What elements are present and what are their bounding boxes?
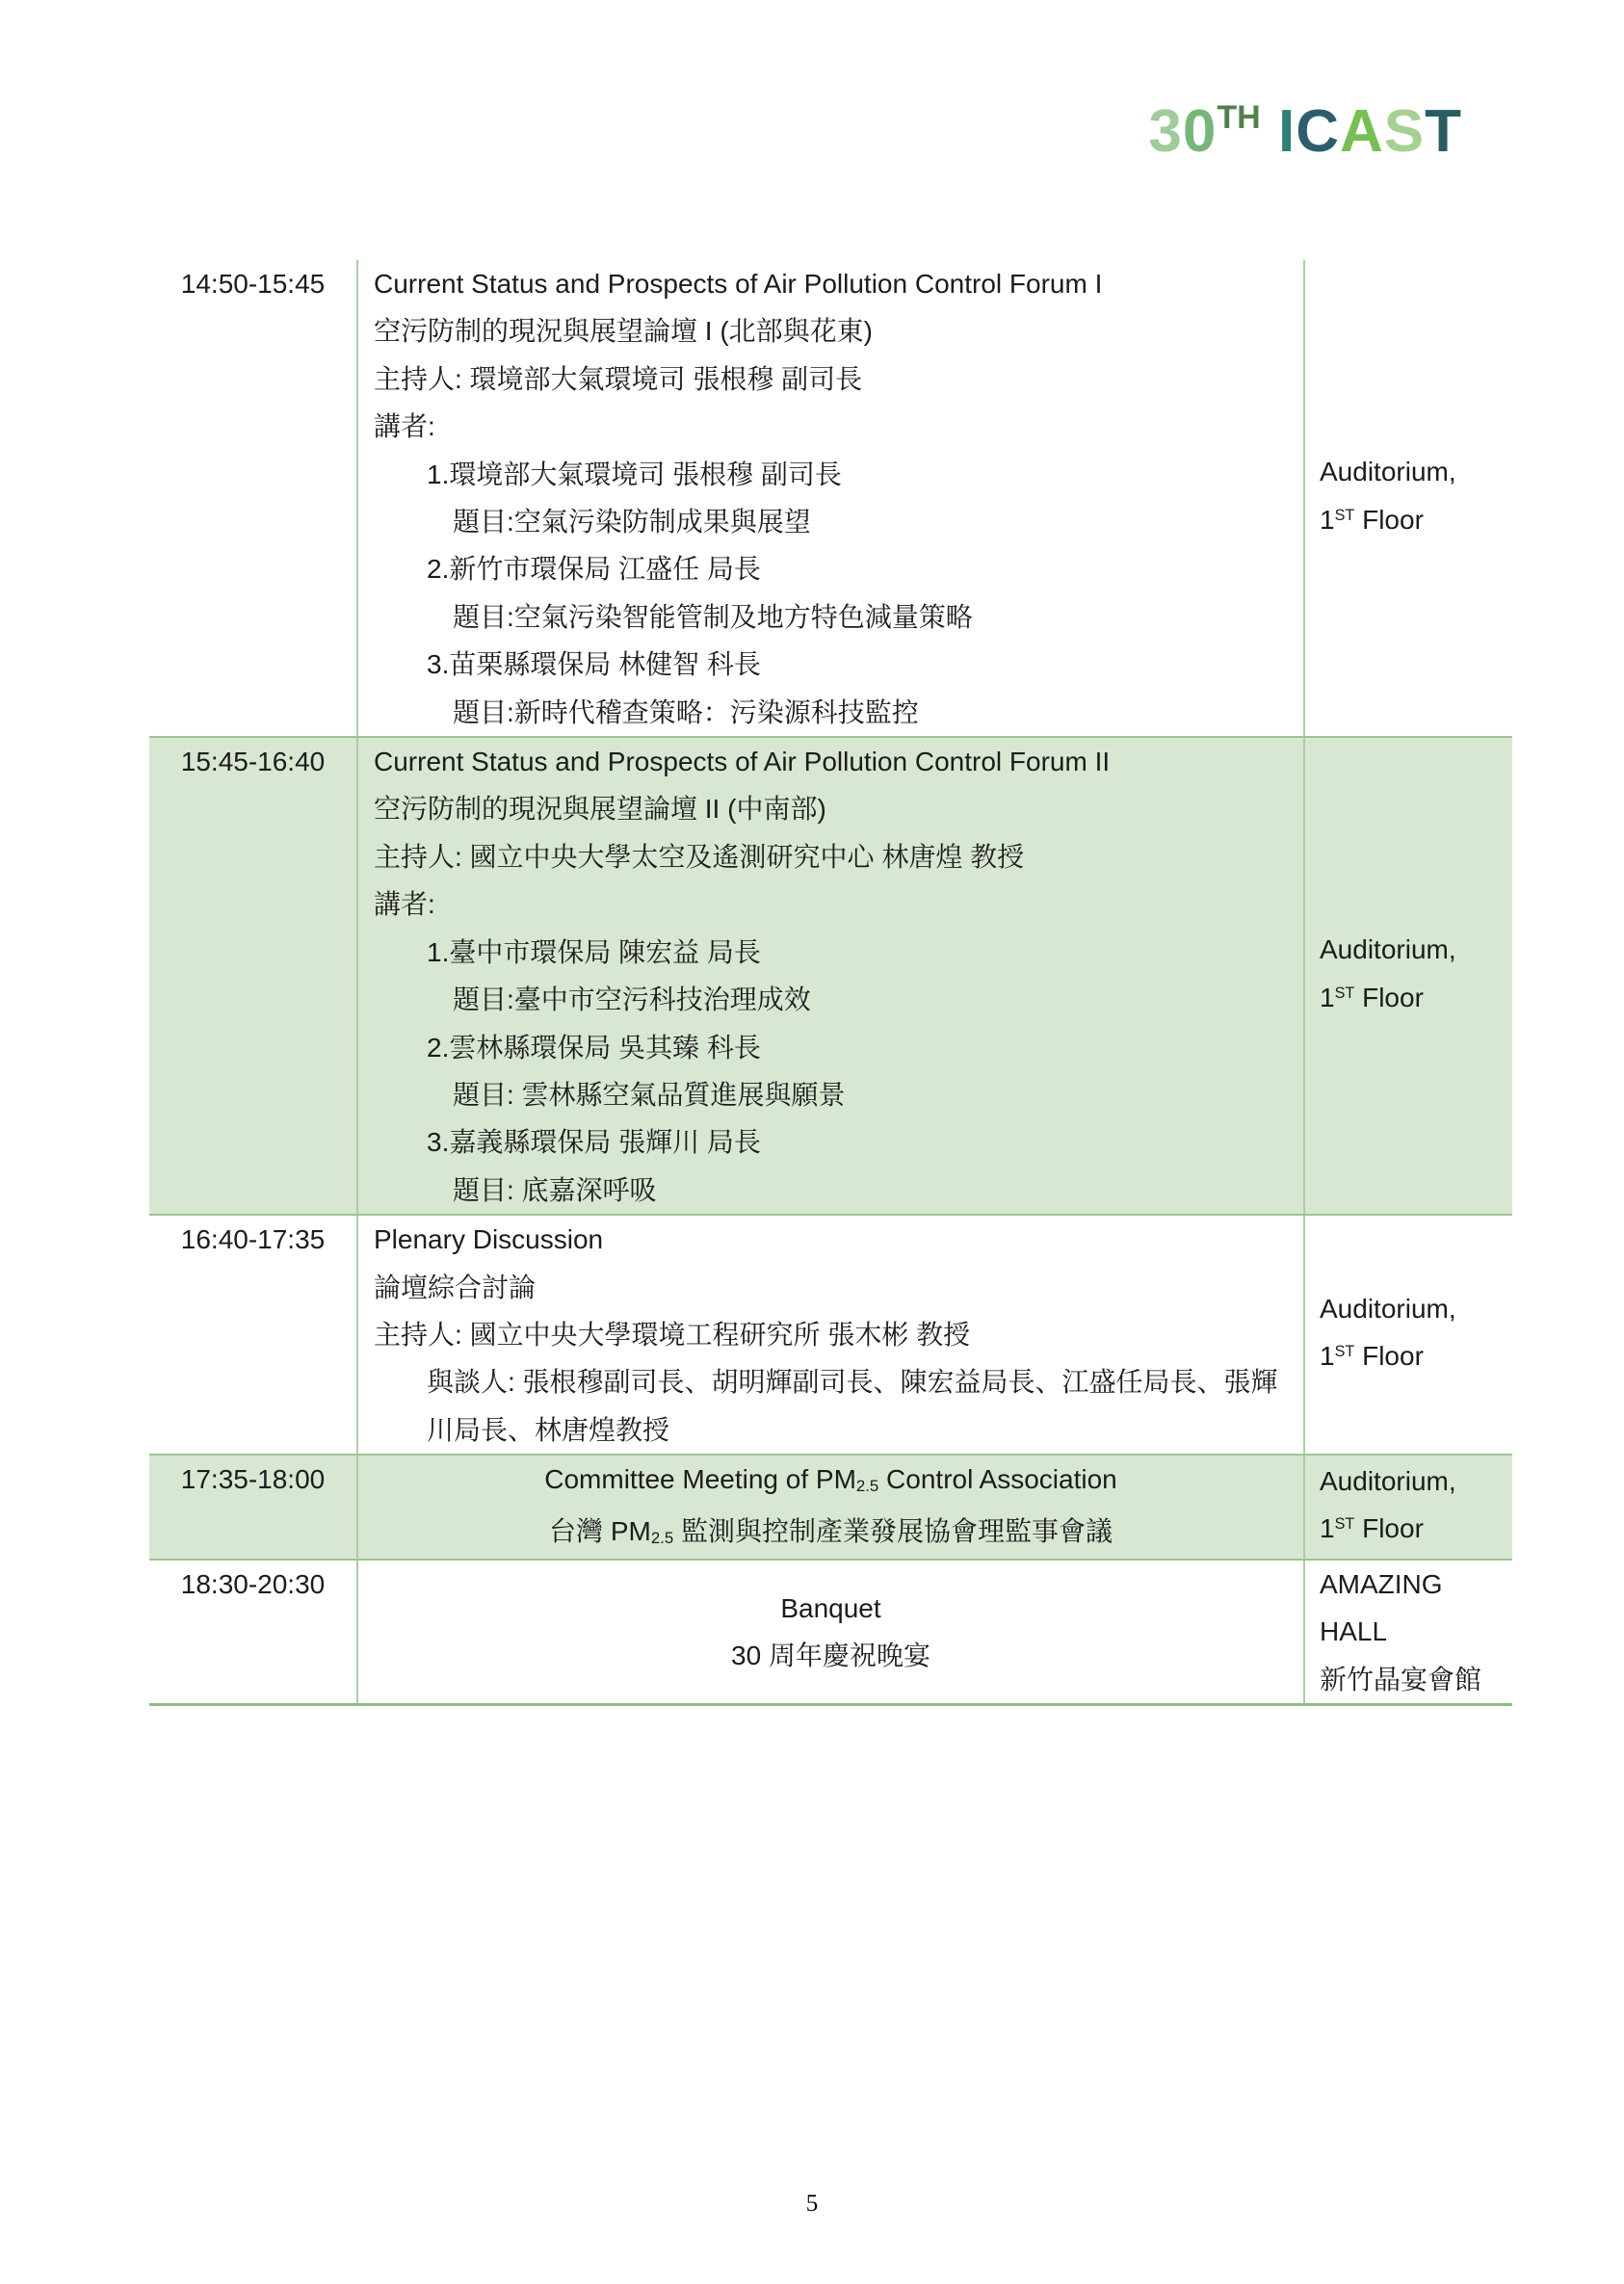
text-segment: 台灣 PM <box>549 1515 651 1546</box>
subscript-text: 2.5 <box>650 1528 674 1547</box>
text-segment: 講者: <box>374 411 435 442</box>
logo-letter: 0 <box>1182 98 1218 165</box>
session-line <box>374 785 1288 832</box>
session-line <box>374 976 1288 1023</box>
session-line <box>374 403 1288 450</box>
text-segment: 空污防制的現況與展望論壇 II (中南部) <box>374 794 826 825</box>
text-segment: 題目: 底嘉深呼吸 <box>453 1174 657 1205</box>
session-location <box>1305 1561 1512 1703</box>
session-time: 17:35-18:00 <box>149 1456 358 1559</box>
text-segment: Current Status and Prospects of Air Pollution Control Forum I <box>374 269 1103 299</box>
session-details <box>358 260 1305 736</box>
session-location <box>1305 738 1512 1214</box>
text-segment: 題目:空氣污染防制成果與展望 <box>453 507 811 538</box>
text-segment: 1 <box>1320 1341 1335 1372</box>
session-line <box>374 1264 1288 1311</box>
text-segment: Floor <box>1354 982 1424 1012</box>
superscript-text: ST <box>1334 506 1355 524</box>
location-line <box>1320 1285 1506 1332</box>
text-segment: 1 <box>1320 1513 1335 1544</box>
text-segment: 空污防制的現況與展望論壇 I (北部與花東) <box>374 316 873 347</box>
session-time: 18:30-20:30 <box>149 1561 358 1703</box>
session-details <box>358 738 1305 1214</box>
text-segment: Floor <box>1354 1513 1424 1544</box>
logo-letter: A <box>1339 98 1384 165</box>
text-segment: 1 <box>1320 982 1335 1012</box>
session-line <box>374 1311 1288 1358</box>
text-segment: 1 <box>1320 504 1335 535</box>
text-segment: 與談人: 張根穆副司長、胡明輝副司長、陳宏益局長、江盛任局長、張輝 <box>427 1367 1278 1398</box>
logo-letter <box>1261 98 1278 165</box>
text-segment: 新竹晶宴會館 <box>1320 1664 1482 1694</box>
text-segment: 主持人: 國立中央大學環境工程研究所 張木彬 教授 <box>374 1319 971 1350</box>
text-segment: 講者: <box>374 889 435 920</box>
session-line <box>374 1585 1288 1632</box>
text-segment: 主持人: 國立中央大學太空及遙測研究中心 林唐煌 教授 <box>374 841 1025 872</box>
location-line <box>1320 974 1506 1026</box>
location-line <box>1320 1656 1506 1703</box>
text-segment: Auditorium, <box>1320 1293 1456 1324</box>
text-segment: Auditorium, <box>1320 934 1456 965</box>
session-line <box>374 1024 1288 1071</box>
session-line <box>374 545 1288 592</box>
location-line <box>1320 1561 1506 1608</box>
text-segment: Control Association <box>878 1464 1117 1495</box>
session-time: 14:50-15:45 <box>149 260 358 736</box>
text-segment: 1.環境部大氣環境司 張根穆 副司長 <box>427 459 842 489</box>
text-segment: 監測與控制產業發展協會理監事會議 <box>673 1515 1113 1546</box>
schedule-row <box>149 1559 1512 1703</box>
text-segment: 題目:臺中市空污科技治理成效 <box>453 984 811 1015</box>
logo-letter: C <box>1296 98 1340 165</box>
location-line <box>1320 1332 1506 1384</box>
superscript-text: ST <box>1334 984 1355 1002</box>
location-line <box>1320 496 1506 548</box>
session-line <box>374 1456 1288 1507</box>
logo-letter: H <box>1237 99 1261 136</box>
text-segment: Current Status and Prospects of Air Pollution Control Forum II <box>374 747 1111 777</box>
text-segment: Auditorium, <box>1320 457 1456 487</box>
session-line <box>374 307 1288 354</box>
session-line <box>374 1358 1288 1405</box>
text-segment: 1.臺中市環保局 陳宏益 局長 <box>427 936 761 967</box>
text-segment: Floor <box>1354 504 1424 535</box>
text-segment: AMAZING <box>1320 1568 1443 1599</box>
logo-letter: T <box>1217 99 1238 136</box>
text-segment: 3.嘉義縣環保局 張輝川 局長 <box>427 1127 761 1158</box>
session-time: 16:40-17:35 <box>149 1216 358 1454</box>
logo-letter: T <box>1425 98 1462 165</box>
text-segment: 題目:空氣污染智能管制及地方特色減量策略 <box>453 601 973 632</box>
schedule-row <box>149 736 1512 1214</box>
text-segment: 川局長、林唐煌教授 <box>427 1414 670 1445</box>
text-segment: Auditorium, <box>1320 1465 1456 1496</box>
location-line <box>1320 1608 1506 1655</box>
location-line <box>1320 926 1506 973</box>
text-segment: 論壇綜合討論 <box>374 1272 537 1302</box>
session-line <box>374 1632 1288 1679</box>
text-segment: 題目: 雲林縣空氣品質進展與願景 <box>453 1079 846 1110</box>
session-line <box>374 1118 1288 1166</box>
schedule-row <box>149 1214 1512 1454</box>
text-segment: 3.苗栗縣環保局 林健智 科長 <box>427 649 761 680</box>
session-details <box>358 1216 1305 1454</box>
text-segment: 題目:新時代稽查策略：污染源科技監控 <box>453 696 919 727</box>
text-segment: Plenary Discussion <box>374 1224 604 1255</box>
session-line <box>374 1508 1288 1559</box>
session-line <box>374 451 1288 498</box>
session-line <box>374 1216 1288 1263</box>
text-segment: Floor <box>1354 1341 1424 1372</box>
logo-letter: I <box>1277 98 1297 165</box>
text-segment: 2.雲林縣環保局 吳其臻 科長 <box>427 1032 761 1063</box>
session-line <box>374 738 1288 785</box>
session-time: 15:45-16:40 <box>149 738 358 1214</box>
text-segment: 2.新竹市環保局 江盛任 局長 <box>427 554 761 585</box>
session-line <box>374 929 1288 976</box>
subscript-text: 2.5 <box>855 1477 879 1496</box>
location-line <box>1320 1505 1506 1557</box>
location-line <box>1320 1457 1506 1505</box>
location-line <box>1320 448 1506 495</box>
session-line <box>374 355 1288 403</box>
session-line <box>374 1406 1288 1454</box>
session-line <box>374 498 1288 545</box>
logo-letter: S <box>1383 98 1426 165</box>
icast-logo <box>1148 98 1462 165</box>
session-line <box>374 1071 1288 1118</box>
schedule-row <box>149 1454 1512 1559</box>
session-line <box>374 689 1288 736</box>
text-segment: 30 周年慶祝晚宴 <box>731 1641 930 1671</box>
schedule-row <box>149 260 1512 736</box>
session-line <box>374 1167 1288 1214</box>
session-line <box>374 641 1288 688</box>
text-segment: Committee Meeting of PM <box>544 1464 856 1495</box>
text-segment: HALL <box>1320 1616 1388 1647</box>
session-line <box>374 880 1288 928</box>
superscript-text: ST <box>1334 1515 1355 1534</box>
page-number: 5 <box>805 2191 819 2217</box>
session-location <box>1305 260 1512 736</box>
session-location <box>1305 1456 1512 1559</box>
schedule-table <box>149 260 1512 1706</box>
session-line <box>374 260 1288 307</box>
session-line <box>374 593 1288 641</box>
session-location <box>1305 1216 1512 1454</box>
text-segment: Banquet <box>780 1592 881 1623</box>
logo-letter: 3 <box>1148 98 1183 165</box>
session-details <box>358 1561 1305 1703</box>
superscript-text: ST <box>1334 1343 1355 1361</box>
text-segment: 主持人: 環境部大氣環境司 張根穆 副司長 <box>374 363 863 394</box>
session-line <box>374 833 1288 880</box>
session-details <box>358 1456 1305 1559</box>
